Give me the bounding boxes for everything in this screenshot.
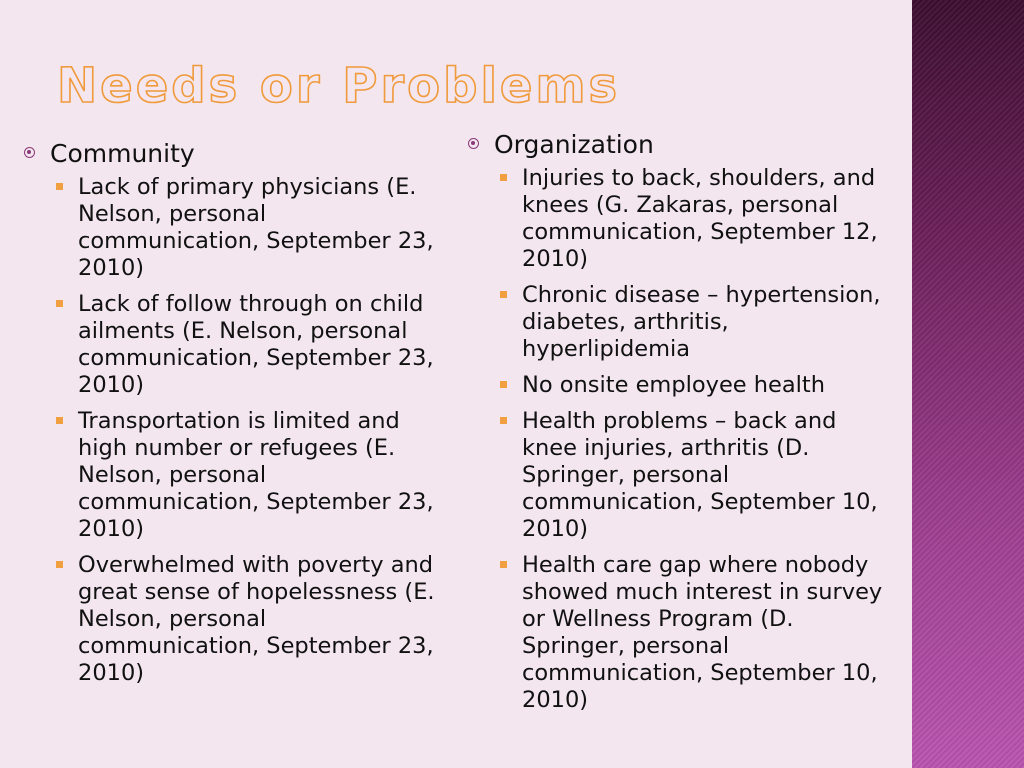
community-list: [22, 174, 442, 687]
list-item-text: Lack of follow through on child ailments (E. Nelson, personal communication, September 23, 2010): [78, 291, 434, 398]
community-heading: Community: [50, 139, 195, 168]
decorative-side-bar: [912, 0, 1024, 768]
list-item-text: Overwhelmed with poverty and great sense of hopelessness (E. Nelson, personal communication, September 23, 2010): [78, 552, 435, 686]
list-item: [466, 282, 886, 363]
list-item-text: Injuries to back, shoulders, and knees (G. Zakaras, personal communication, September 12, 2010): [522, 165, 878, 272]
square-bullet-icon: [56, 300, 63, 307]
square-bullet-icon: [56, 183, 63, 190]
list-item-text: Health care gap where nobody showed much interest in survey or Wellness Program (D. Springer, personal communication, September 10, 2010): [522, 552, 883, 713]
list-item: [466, 408, 886, 543]
organization-column: [466, 129, 886, 723]
slide-title: Needs or Problems: [57, 58, 621, 114]
organization-list: [466, 165, 886, 714]
list-item-text: No onsite employee health: [522, 372, 826, 398]
list-item-text: Transportation is limited and high number or refugees (E. Nelson, personal communication, September 23, 2010): [78, 408, 434, 542]
list-item: [22, 174, 442, 282]
list-item: [466, 552, 886, 714]
community-column: [22, 138, 442, 696]
list-item-text: Chronic disease – hypertension, diabetes, arthritis, hyperlipidemia: [522, 282, 881, 362]
list-item: [22, 552, 442, 687]
list-item: [466, 372, 886, 399]
square-bullet-icon: [500, 381, 507, 388]
circled-dot-icon: [468, 138, 479, 149]
square-bullet-icon: [500, 174, 507, 181]
square-bullet-icon: [500, 291, 507, 298]
organization-heading: Organization: [494, 130, 654, 159]
square-bullet-icon: [56, 417, 63, 424]
square-bullet-icon: [500, 561, 507, 568]
circled-dot-icon: [24, 147, 35, 158]
list-item-text: Health problems – back and knee injuries, arthritis (D. Springer, personal communication, September 10, 2010): [522, 408, 878, 542]
list-item: [22, 291, 442, 399]
community-heading-item: [22, 138, 442, 170]
list-item-text: Lack of primary physicians (E. Nelson, personal communication, September 23, 2010): [78, 174, 434, 281]
organization-heading-item: [466, 129, 886, 161]
square-bullet-icon: [56, 561, 63, 568]
list-item: [22, 408, 442, 543]
square-bullet-icon: [500, 417, 507, 424]
list-item: [466, 165, 886, 273]
